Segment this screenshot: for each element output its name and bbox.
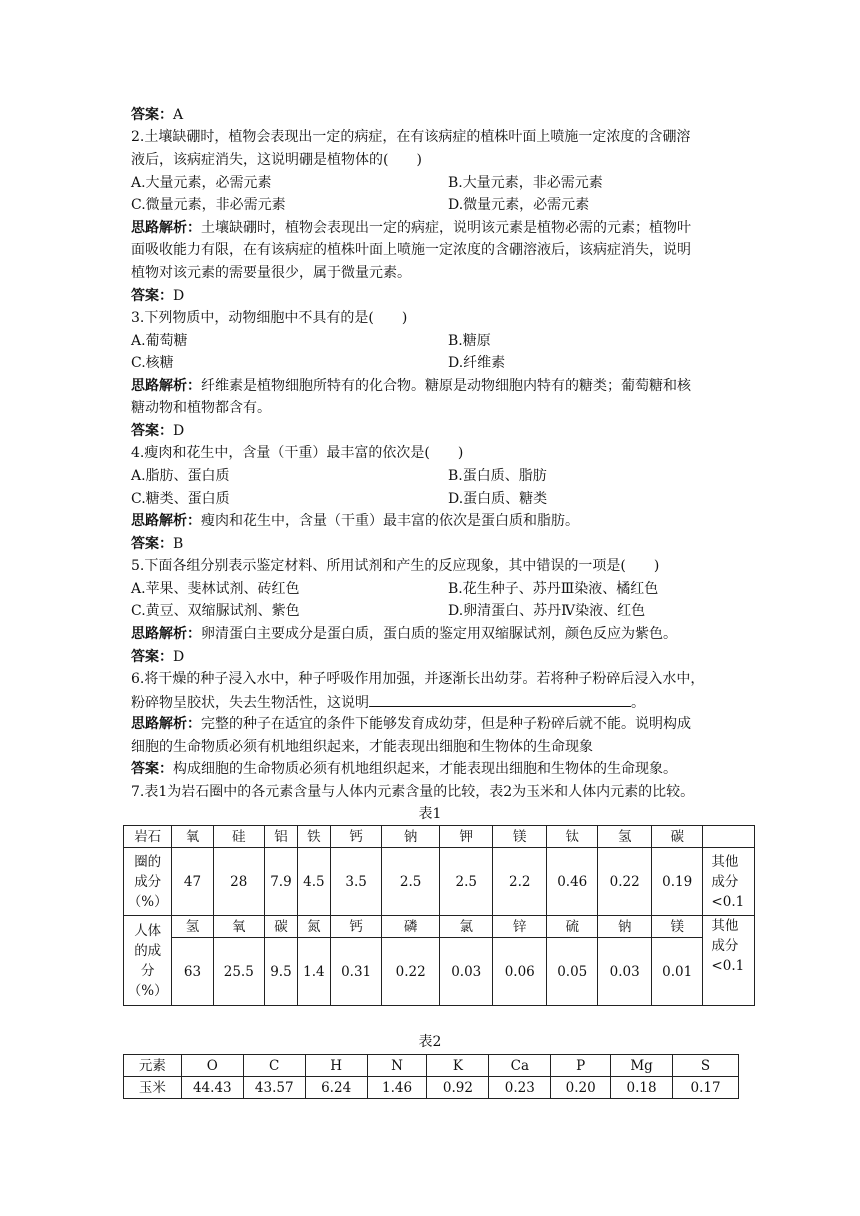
table1: [123, 825, 755, 1006]
table-cell: 0.22: [382, 938, 440, 1006]
q6-stem-line2: [131, 692, 645, 713]
q5-options-row1: [131, 579, 659, 599]
table-cell: 2.5: [439, 848, 493, 916]
q7-stem: 7.表1为岩石圈中的各元素含量与人体内元素含量的比较，表2为玉米和人体内元素的比较。: [131, 784, 695, 800]
table-cell: 0.03: [439, 938, 493, 1006]
table1-rock-element-row: [124, 826, 755, 848]
table-cell: 0.22: [598, 848, 652, 916]
q2-analysis-line3: 植物对该元素的需要量很少，属于微量元素。: [131, 265, 411, 281]
head-line: （%）: [127, 982, 168, 999]
table-cell: 碳: [651, 826, 702, 848]
head-line: 分: [140, 962, 155, 979]
table2-caption: 表2: [418, 1034, 442, 1050]
q4-stem: 4.瘦肉和花生中，含量（干重）最丰富的依次是( ): [131, 445, 464, 461]
table-cell: 镁: [493, 826, 547, 848]
option-a: A.脂肪、蛋白质: [131, 468, 230, 484]
table-cell: 47: [172, 848, 213, 916]
q5-options-row2: [131, 601, 646, 621]
head-line: 成分: [134, 873, 162, 890]
table-cell: 2.5: [382, 848, 440, 916]
table-cell: 25.5: [213, 938, 264, 1006]
table-header-cell: H: [305, 1055, 367, 1077]
table-cell: 硫: [547, 916, 598, 938]
head-line: （%）: [127, 893, 168, 910]
option-c: C.微量元素，非必需元素: [131, 197, 286, 213]
other-line: 其他: [711, 853, 739, 870]
q6-analysis-line1: [131, 714, 691, 734]
analysis-text: 卵清蛋白主要成分是蛋白质，蛋白质的鉴定用双缩脲试剂，颜色反应为紫色。: [201, 626, 677, 642]
table-cell: 0.18: [611, 1077, 673, 1099]
option-d: D.微量元素，必需元素: [448, 197, 590, 213]
answer-label: 答案：: [131, 761, 173, 777]
table-cell: 镁: [651, 916, 702, 938]
table-header-cell: N: [367, 1055, 427, 1077]
table-cell: 1.46: [367, 1077, 427, 1099]
option-d: D.纤维素: [448, 355, 506, 371]
analysis-label: 思路解析：: [131, 716, 201, 732]
q3-stem: 3.下列物质中，动物细胞中不具有的是( ): [131, 310, 408, 326]
q5-stem: 5.下面各组分别表示鉴定材料、所用试剂和产生的反应现象，其中错误的一项是( ): [131, 558, 660, 574]
table-header-cell: K: [427, 1055, 489, 1077]
table2-data-row: [124, 1077, 739, 1099]
table-header-cell: O: [181, 1055, 243, 1077]
other-line: 其他: [711, 918, 739, 934]
answer-value: D: [173, 423, 185, 439]
table-cell: 钾: [439, 826, 493, 848]
table-cell: 2.2: [493, 848, 547, 916]
rock-head-rest: [124, 848, 172, 916]
fill-in-blank[interactable]: [369, 692, 631, 707]
answer-value: 构成细胞的生命物质必须有机地组织起来，才能表现出细胞和生物体的生命现象。: [173, 761, 677, 777]
q3-options-row1: [131, 331, 491, 351]
q3-analysis-line1: [131, 376, 691, 396]
table-cell: 磷: [382, 916, 440, 938]
table-cell: 钛: [547, 826, 598, 848]
answer-label: 答案：: [131, 107, 173, 123]
answer-value: D: [173, 288, 185, 304]
q6-analysis-line2: 细胞的生命物质必须有机地组织起来，才能表现出细胞和生物体的生命现象: [131, 739, 593, 755]
table-cell: 碳: [265, 916, 298, 938]
table-header-cell: 元素: [124, 1055, 182, 1077]
table-cell: 钠: [598, 916, 652, 938]
answer-label: 答案：: [131, 649, 173, 665]
q3-answer: [131, 421, 184, 441]
answer-label: 答案：: [131, 423, 173, 439]
table-cell: 钠: [382, 826, 440, 848]
table1-caption: 表1: [418, 806, 442, 822]
table-cell: 氢: [598, 826, 652, 848]
head-line: 圈的: [134, 853, 162, 870]
table-cell: 63: [172, 938, 213, 1006]
q3-analysis-line2: 糖动物和植物都含有。: [131, 400, 271, 416]
table-cell: 0.17: [673, 1077, 739, 1099]
table-header-cell: C: [243, 1055, 305, 1077]
table-cell: 0.23: [489, 1077, 551, 1099]
q4-analysis-line1: [131, 511, 579, 531]
q5-analysis-line1: [131, 624, 677, 644]
option-b: B.花生种子、苏丹Ⅲ染液、橘红色: [448, 581, 659, 597]
other-line: <0.1: [711, 958, 745, 974]
answer-value: B: [173, 536, 184, 552]
table1-human-value-row: [124, 938, 755, 1006]
other-line: 成分: [711, 938, 739, 954]
q2-stem-line1: 2.土壤缺硼时，植物会表现出一定的病症，在有该病症的植株叶面上喷施一定浓度的含硼溶: [131, 129, 691, 145]
human-head: [124, 916, 172, 1006]
table-cell: 0.20: [551, 1077, 611, 1099]
table-cell: 7.9: [265, 848, 298, 916]
other-line: 成分: [711, 873, 739, 890]
q3-options-row2: [131, 353, 506, 373]
option-d: D.卵清蛋白、苏丹Ⅳ染液、红色: [448, 603, 646, 619]
human-other-cell: [703, 916, 755, 1006]
table-cell: 硅: [213, 826, 264, 848]
option-c: C.糖类、蛋白质: [131, 491, 230, 507]
other-line: <0.1: [711, 893, 745, 910]
q4-answer: [131, 534, 183, 554]
q6-stem-end: 。: [631, 695, 645, 711]
option-c: C.黄豆、双缩脲试剂、紫色: [131, 603, 300, 619]
option-c: C.核糖: [131, 355, 174, 371]
analysis-text: 纤维素是植物细胞所特有的化合物。糖原是动物细胞内特有的糖类；葡萄糖和核: [201, 378, 691, 394]
table-cell: 0.92: [427, 1077, 489, 1099]
table-cell: 钙: [330, 826, 381, 848]
table-cell: 铁: [297, 826, 330, 848]
table-cell: 氧: [213, 916, 264, 938]
table-header-cell: Mg: [611, 1055, 673, 1077]
head-line: 的成: [134, 942, 162, 959]
answer-value: D: [173, 649, 185, 665]
option-b: B.蛋白质、脂肪: [448, 468, 547, 484]
analysis-label: 思路解析：: [131, 626, 201, 642]
table-cell: 锌: [493, 916, 547, 938]
q2-analysis-line1: [131, 218, 691, 238]
analysis-label: 思路解析：: [131, 220, 201, 236]
table-cell: 钙: [330, 916, 381, 938]
q2-stem-line2: 液后，该病症消失，这说明硼是植物体的( ): [131, 152, 422, 168]
option-a: A.苹果、斐林试剂、砖红色: [131, 581, 300, 597]
analysis-text: 完整的种子在适宜的条件下能够发育成幼芽，但是种子粉碎后就不能。说明构成: [201, 716, 691, 732]
table-cell: 0.46: [547, 848, 598, 916]
table-header-cell: S: [673, 1055, 739, 1077]
q2-options-row2: [131, 195, 590, 215]
q6-stem-text: 粉碎物呈胶状，失去生物活性，这说明: [131, 695, 369, 711]
table-cell: 28: [213, 848, 264, 916]
q4-options-row2: [131, 489, 548, 509]
table-cell: 3.5: [330, 848, 381, 916]
option-a: A.大量元素，必需元素: [131, 175, 272, 191]
q2-options-row1: [131, 173, 603, 193]
table1-rock-value-row: [124, 848, 755, 916]
table-cell-empty: [703, 826, 755, 848]
table-cell: 0.19: [651, 848, 702, 916]
q2-analysis-line2: 面吸收能力有限，在有该病症的植株叶面上喷施一定浓度的含硼溶液后，该病症消失，说明: [131, 242, 691, 258]
table-cell: 4.5: [297, 848, 330, 916]
answer-label: 答案：: [131, 288, 173, 304]
q1-answer: [131, 105, 183, 125]
table-cell: 0.06: [493, 938, 547, 1006]
analysis-text: 土壤缺硼时，植物会表现出一定的病症，说明该元素是植物必需的元素；植物叶: [201, 220, 691, 236]
rock-other-cell: [703, 848, 755, 916]
table-cell: 43.57: [243, 1077, 305, 1099]
table-cell: 铝: [265, 826, 298, 848]
table-cell: 6.24: [305, 1077, 367, 1099]
option-d: D.蛋白质、糖类: [448, 491, 548, 507]
table-cell: 氢: [172, 916, 213, 938]
table-cell: 44.43: [181, 1077, 243, 1099]
table2: [123, 1054, 739, 1099]
q6-answer: [131, 759, 677, 779]
q2-answer: [131, 286, 184, 306]
table-cell: 0.01: [651, 938, 702, 1006]
head-line: 人体: [134, 922, 162, 939]
table-cell: 0.03: [598, 938, 652, 1006]
rock-head-1: 岩石: [124, 826, 172, 848]
q5-answer: [131, 647, 184, 667]
table-cell: 氯: [439, 916, 493, 938]
option-b: B.大量元素，非必需元素: [448, 175, 603, 191]
analysis-text: 瘦肉和花生中，含量（干重）最丰富的依次是蛋白质和脂肪。: [201, 513, 579, 529]
table-cell: 9.5: [265, 938, 298, 1006]
table-cell: 0.31: [330, 938, 381, 1006]
answer-label: 答案：: [131, 536, 173, 552]
table-cell: 1.4: [297, 938, 330, 1006]
analysis-label: 思路解析：: [131, 513, 201, 529]
table-header-cell: Ca: [489, 1055, 551, 1077]
table2-header-row: [124, 1055, 739, 1077]
table-cell: 玉米: [124, 1077, 182, 1099]
q4-options-row1: [131, 466, 547, 486]
option-a: A.葡萄糖: [131, 333, 188, 349]
analysis-label: 思路解析：: [131, 378, 201, 394]
option-b: B.糖原: [448, 333, 491, 349]
table-cell: 氮: [297, 916, 330, 938]
q6-stem-line1: 6.将干燥的种子浸入水中，种子呼吸作用加强，并逐渐长出幼芽。若将种子粉碎后浸入水中，: [131, 671, 705, 687]
table-header-cell: P: [551, 1055, 611, 1077]
table1-human-element-row: [124, 916, 755, 938]
table-cell: 氧: [172, 826, 213, 848]
table-cell: 0.05: [547, 938, 598, 1006]
answer-value: A: [173, 107, 184, 123]
